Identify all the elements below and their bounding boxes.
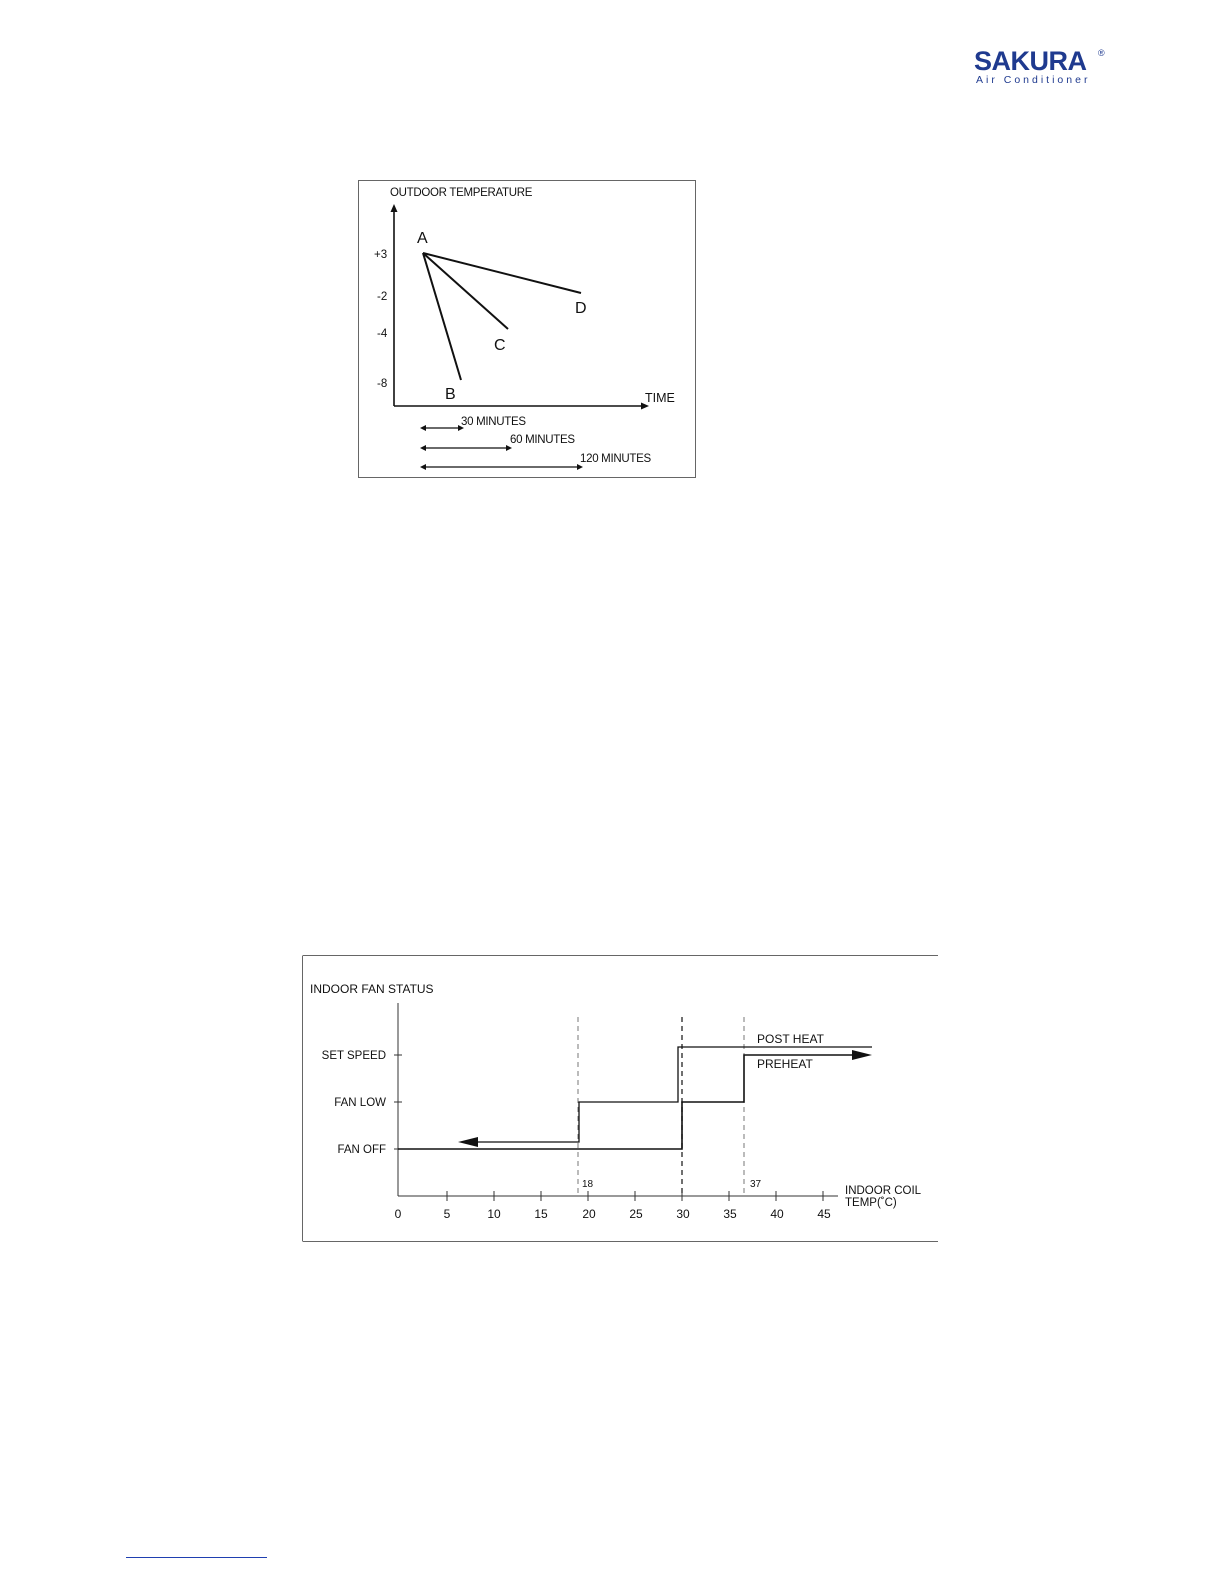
- line-a-to-b: [423, 253, 461, 380]
- point-label-a: A: [417, 230, 428, 247]
- outdoor-temperature-diagram: [358, 180, 696, 478]
- y-tick-label: +3: [374, 249, 388, 261]
- indoor-fan-status-diagram: [302, 955, 938, 1243]
- x-tick-label: 20: [582, 1207, 596, 1221]
- x-tick-label: 5: [443, 1207, 451, 1221]
- y-axis-arrow: [391, 204, 398, 212]
- duration-arrow-60: [420, 445, 512, 451]
- point-label-d: D: [575, 300, 587, 317]
- x-tick-label: 25: [629, 1207, 643, 1221]
- logo-tagline: Air Conditioner: [976, 74, 1091, 86]
- footer-rule: [126, 1557, 267, 1558]
- threshold-label-18: 18: [582, 1179, 594, 1190]
- duration-arrow-30: [420, 425, 464, 431]
- duration-label-30: 30 MINUTES: [461, 416, 526, 428]
- logo-registered-mark: ®: [1098, 48, 1105, 58]
- figure-border: [359, 181, 696, 478]
- x-tick-label: 15: [534, 1207, 548, 1221]
- x-tick-label: 0: [394, 1207, 402, 1221]
- x-tick-label: 45: [817, 1207, 831, 1221]
- y-level-fan-off: FAN OFF: [337, 1144, 386, 1156]
- threshold-label-37: 37: [750, 1179, 762, 1190]
- y-level-fan-low: FAN LOW: [334, 1097, 386, 1109]
- y-axis-title: OUTDOOR TEMPERATURE: [390, 187, 533, 199]
- y-tick-label: -4: [377, 328, 388, 340]
- duration-arrow-120: [420, 464, 583, 470]
- post-heat-label: POST HEAT: [757, 1032, 824, 1046]
- duration-label-60: 60 MINUTES: [510, 434, 575, 446]
- x-tick-label: 40: [770, 1207, 784, 1221]
- sakura-logo: [972, 44, 1112, 88]
- logo-brand: SAKURA: [974, 46, 1087, 76]
- x-axis-title: TIME: [645, 391, 675, 405]
- duration-label-120: 120 MINUTES: [580, 453, 651, 465]
- point-label-c: C: [494, 337, 506, 354]
- x-tick-label: 10: [487, 1207, 501, 1221]
- x-axis-title-line2: TEMP(˚C): [845, 1197, 897, 1209]
- preheat-arrow: [852, 1050, 872, 1060]
- y-axis-title: INDOOR FAN STATUS: [310, 982, 434, 996]
- point-label-b: B: [445, 386, 456, 403]
- preheat-label: PREHEAT: [757, 1057, 813, 1071]
- post-heat-arrow: [458, 1137, 478, 1147]
- x-tick-label: 35: [723, 1207, 737, 1221]
- x-tick-label: 30: [676, 1207, 690, 1221]
- x-axis-title-line1: INDOOR COIL: [845, 1185, 922, 1197]
- y-tick-label: -8: [377, 378, 388, 390]
- y-level-set-speed: SET SPEED: [321, 1050, 386, 1062]
- y-tick-label: -2: [377, 291, 388, 303]
